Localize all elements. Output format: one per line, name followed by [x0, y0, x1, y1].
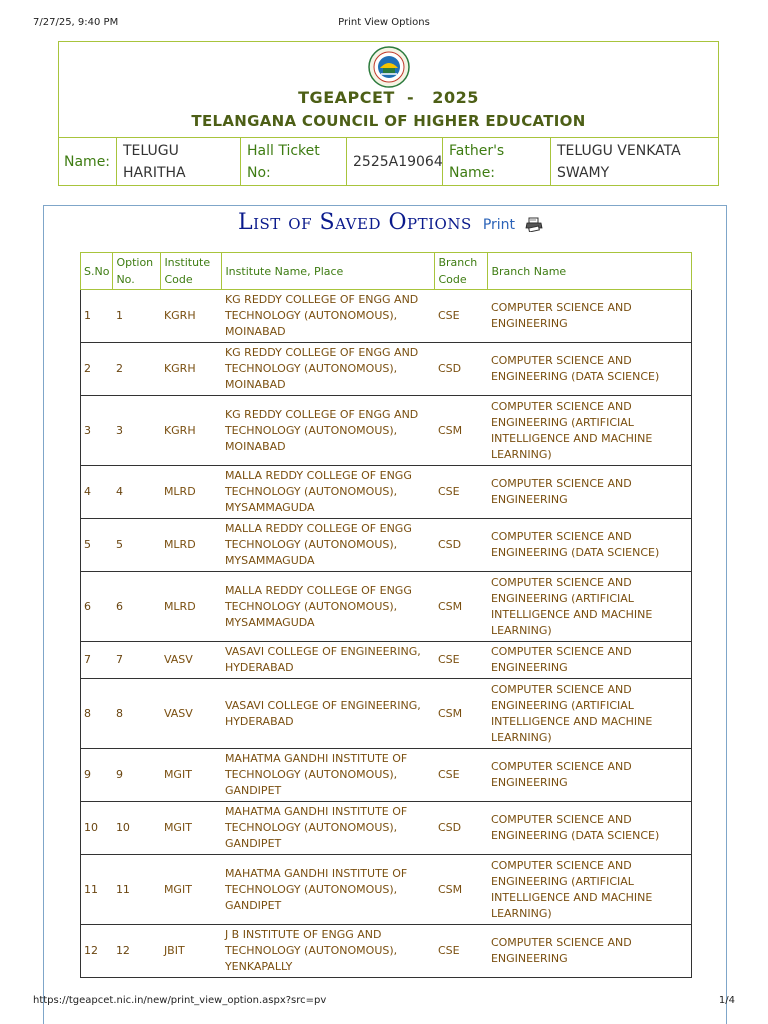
row-sno: 7: [81, 642, 113, 679]
row-branch-name: COMPUTER SCIENCE AND ENGINEERING: [488, 466, 692, 519]
table-row: [81, 679, 692, 749]
hall-ticket-label: Hall Ticket No:: [241, 138, 347, 186]
row-branch-name: COMPUTER SCIENCE AND ENGINEERING (ARTIFICIAL INTELLIGENCE AND MACHINE LEARNING): [488, 572, 692, 642]
row-institute-name: KG REDDY COLLEGE OF ENGG AND TECHNOLOGY (AUTONOMOUS), MOINABAD: [222, 290, 435, 343]
row-sno: 9: [81, 749, 113, 802]
table-row: [81, 572, 692, 642]
row-sno: 6: [81, 572, 113, 642]
row-sno: 2: [81, 343, 113, 396]
row-institute-name: MAHATMA GANDHI INSTITUTE OF TECHNOLOGY (AUTONOMOUS), GANDIPET: [222, 802, 435, 855]
row-sno: 10: [81, 802, 113, 855]
table-row: [81, 749, 692, 802]
row-branch-name: COMPUTER SCIENCE AND ENGINEERING (DATA SCIENCE): [488, 802, 692, 855]
table-row: [81, 925, 692, 978]
candidate-row: [58, 137, 719, 186]
col-branch-code: Branch Code: [435, 253, 488, 290]
row-institute-name: MAHATMA GANDHI INSTITUTE OF TECHNOLOGY (AUTONOMOUS), GANDIPET: [222, 749, 435, 802]
row-sno: 12: [81, 925, 113, 978]
table-row: [81, 802, 692, 855]
printer-icon[interactable]: [525, 217, 543, 232]
row-option-no: 9: [113, 749, 161, 802]
table-row: [81, 396, 692, 466]
row-institute-code: MLRD: [161, 519, 222, 572]
row-option-no: 2: [113, 343, 161, 396]
row-option-no: 3: [113, 396, 161, 466]
row-branch-name: COMPUTER SCIENCE AND ENGINEERING (ARTIFICIAL INTELLIGENCE AND MACHINE LEARNING): [488, 396, 692, 466]
row-branch-name: COMPUTER SCIENCE AND ENGINEERING: [488, 925, 692, 978]
row-institute-code: MGIT: [161, 855, 222, 925]
row-institute-code: KGRH: [161, 343, 222, 396]
row-institute-name: VASAVI COLLEGE OF ENGINEERING, HYDERABAD: [222, 642, 435, 679]
name-label: Name:: [58, 138, 117, 186]
hall-ticket-number: 2525A19064: [347, 138, 443, 186]
row-sno: 3: [81, 396, 113, 466]
row-option-no: 1: [113, 290, 161, 343]
row-sno: 4: [81, 466, 113, 519]
table-row: [81, 855, 692, 925]
row-institute-code: KGRH: [161, 396, 222, 466]
row-institute-code: MLRD: [161, 466, 222, 519]
row-option-no: 4: [113, 466, 161, 519]
saved-options-panel: [43, 205, 727, 1024]
col-sno: S.No: [81, 253, 113, 290]
row-institute-name: MALLA REDDY COLLEGE OF ENGG TECHNOLOGY (AUTONOMOUS), MYSAMMAGUDA: [222, 519, 435, 572]
row-sno: 8: [81, 679, 113, 749]
row-branch-name: COMPUTER SCIENCE AND ENGINEERING (DATA SCIENCE): [488, 519, 692, 572]
row-branch-code: CSE: [435, 925, 488, 978]
col-option-no: Option No.: [113, 253, 161, 290]
row-branch-name: COMPUTER SCIENCE AND ENGINEERING (DATA SCIENCE): [488, 343, 692, 396]
print-url: https://tgeapcet.nic.in/new/print_view_option.aspx?src=pv: [33, 995, 327, 1006]
row-option-no: 10: [113, 802, 161, 855]
row-sno: 5: [81, 519, 113, 572]
col-institute-name: Institute Name, Place: [222, 253, 435, 290]
row-branch-code: CSE: [435, 290, 488, 343]
row-branch-code: CSM: [435, 572, 488, 642]
row-branch-code: CSM: [435, 396, 488, 466]
candidate-name: TELUGU HARITHA: [117, 138, 241, 186]
row-institute-code: KGRH: [161, 290, 222, 343]
row-option-no: 7: [113, 642, 161, 679]
row-institute-code: VASV: [161, 679, 222, 749]
row-sno: 11: [81, 855, 113, 925]
row-branch-code: CSD: [435, 519, 488, 572]
row-option-no: 12: [113, 925, 161, 978]
candidate-info-box: [58, 41, 719, 186]
father-name-label: Father's Name:: [443, 138, 551, 186]
saved-options-heading: [238, 210, 543, 235]
row-institute-name: VASAVI COLLEGE OF ENGINEERING, HYDERABAD: [222, 679, 435, 749]
row-institute-name: MALLA REDDY COLLEGE OF ENGG TECHNOLOGY (AUTONOMOUS), MYSAMMAGUDA: [222, 466, 435, 519]
row-institute-code: MGIT: [161, 802, 222, 855]
row-institute-code: VASV: [161, 642, 222, 679]
table-row: [81, 642, 692, 679]
row-branch-name: COMPUTER SCIENCE AND ENGINEERING: [488, 290, 692, 343]
row-branch-code: CSM: [435, 855, 488, 925]
row-branch-code: CSE: [435, 642, 488, 679]
row-institute-code: JBIT: [161, 925, 222, 978]
table-row: [81, 343, 692, 396]
row-branch-code: CSD: [435, 343, 488, 396]
exam-title: TGEAPCET - 2025: [298, 88, 479, 107]
row-branch-name: COMPUTER SCIENCE AND ENGINEERING: [488, 642, 692, 679]
print-page-title: Print View Options: [338, 17, 430, 28]
row-institute-code: MGIT: [161, 749, 222, 802]
row-branch-name: COMPUTER SCIENCE AND ENGINEERING (ARTIFICIAL INTELLIGENCE AND MACHINE LEARNING): [488, 679, 692, 749]
row-institute-name: MALLA REDDY COLLEGE OF ENGG TECHNOLOGY (AUTONOMOUS), MYSAMMAGUDA: [222, 572, 435, 642]
table-row: [81, 519, 692, 572]
row-option-no: 11: [113, 855, 161, 925]
row-option-no: 6: [113, 572, 161, 642]
row-branch-code: CSE: [435, 466, 488, 519]
row-option-no: 8: [113, 679, 161, 749]
row-institute-name: KG REDDY COLLEGE OF ENGG AND TECHNOLOGY (AUTONOMOUS), MOINABAD: [222, 343, 435, 396]
row-branch-name: COMPUTER SCIENCE AND ENGINEERING: [488, 749, 692, 802]
col-branch-name: Branch Name: [488, 253, 692, 290]
print-datetime: 7/27/25, 9:40 PM: [33, 17, 119, 28]
col-institute-code: Institute Code: [161, 253, 222, 290]
print-header: [33, 17, 735, 31]
council-title: TELANGANA COUNCIL OF HIGHER EDUCATION: [191, 112, 586, 130]
row-institute-name: MAHATMA GANDHI INSTITUTE OF TECHNOLOGY (AUTONOMOUS), GANDIPET: [222, 855, 435, 925]
row-branch-code: CSD: [435, 802, 488, 855]
row-branch-code: CSM: [435, 679, 488, 749]
row-sno: 1: [81, 290, 113, 343]
saved-options-title: List of Saved Options: [238, 210, 472, 235]
print-link[interactable]: Print: [482, 217, 516, 233]
table-row: [81, 466, 692, 519]
tschе-logo-icon: [368, 46, 410, 88]
options-table-body: [81, 290, 692, 978]
table-row: [81, 290, 692, 343]
page-number: 1/4: [718, 995, 735, 1006]
row-institute-name: KG REDDY COLLEGE OF ENGG AND TECHNOLOGY (AUTONOMOUS), MOINABAD: [222, 396, 435, 466]
father-name: TELUGU VENKATA SWAMY: [557, 143, 681, 181]
table-header-row: [81, 253, 692, 290]
saved-options-table: [80, 252, 692, 978]
print-footer: [33, 995, 735, 1009]
row-branch-code: CSE: [435, 749, 488, 802]
row-option-no: 5: [113, 519, 161, 572]
row-institute-name: J B INSTITUTE OF ENGG AND TECHNOLOGY (AUTONOMOUS), YENKAPALLY: [222, 925, 435, 978]
row-institute-code: MLRD: [161, 572, 222, 642]
row-branch-name: COMPUTER SCIENCE AND ENGINEERING (ARTIFICIAL INTELLIGENCE AND MACHINE LEARNING): [488, 855, 692, 925]
